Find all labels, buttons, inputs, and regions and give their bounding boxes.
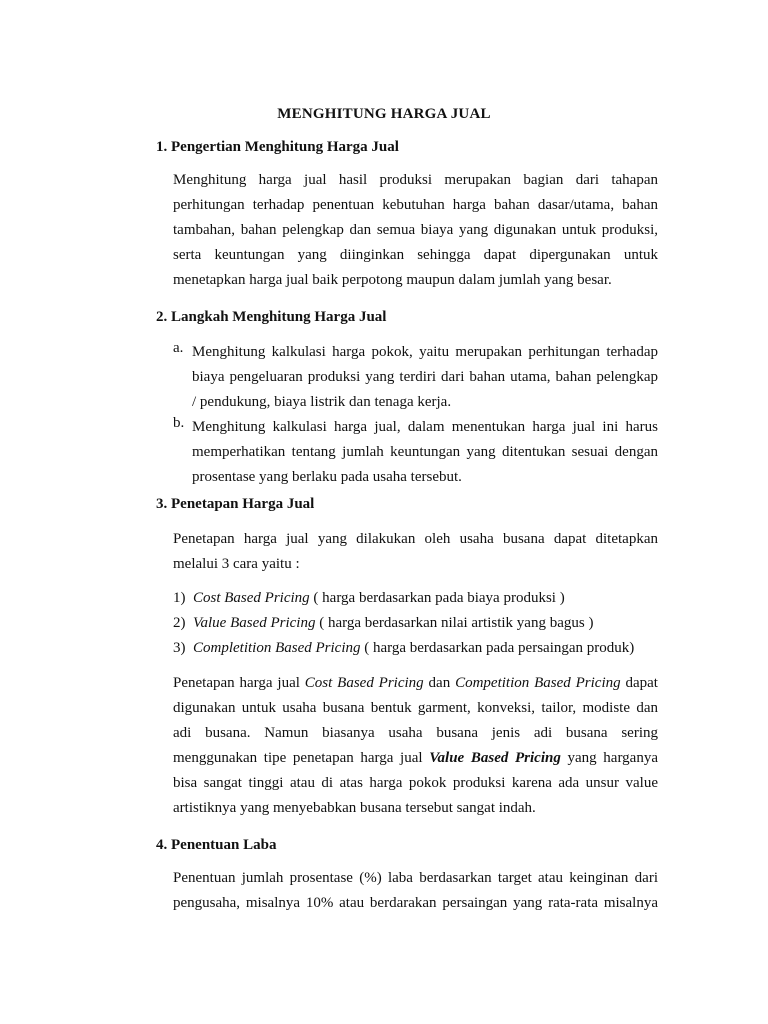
section-heading-2: 2. Langkah Menghitung Harga Jual: [156, 309, 387, 325]
section-heading-1: 1. Pengertian Menghitung Harga Jual: [156, 139, 399, 155]
list-line: memperhatikan tentang jumlah keuntungan yang ditentukan sesuai dengan: [192, 444, 658, 460]
paragraph-line: Penetapan harga jual yang dilakukan oleh usaha busana dapat ditetapkan: [173, 531, 658, 547]
method-item-1: [173, 586, 565, 611]
section-4-paragraph: [173, 866, 658, 916]
method-term: Completition Based Pricing: [193, 640, 361, 656]
paragraph-line: [173, 671, 658, 696]
section-heading-4: 4. Penentuan Laba: [156, 837, 277, 853]
text-run: dapat: [620, 675, 658, 691]
method-term: Value Based Pricing: [193, 615, 316, 631]
method-description: ( harga berdasarkan nilai artistik yang bagus ): [315, 615, 594, 631]
method-term: Cost Based Pricing: [193, 590, 310, 606]
paragraph-line: Menghitung harga jual hasil produksi merupakan bagian dari tahapan: [173, 172, 658, 188]
text-run: dan: [423, 675, 456, 691]
list-line: / pendukung, biaya listrik dan tenaga kerja.: [192, 394, 452, 410]
list-marker: b.: [173, 415, 185, 431]
text-run: Penetapan harga jual: [173, 675, 305, 691]
paragraph-line: perhitungan terhadap penentuan kebutuhan harga bahan dasar/utama, bahan: [173, 197, 658, 213]
section-heading-3: 3. Penetapan Harga Jual: [156, 496, 315, 512]
text-run: Cost Based Pricing: [304, 675, 424, 691]
list-marker: 3): [173, 640, 186, 656]
list-marker: 2): [173, 615, 186, 631]
list-line: Menghitung kalkulasi harga jual, dalam menentukan harga jual ini harus: [192, 419, 658, 435]
page-title: MENGHITUNG HARGA JUAL: [277, 106, 491, 122]
list-item-body: [192, 415, 658, 490]
method-description: ( harga berdasarkan pada biaya produksi ): [309, 590, 565, 606]
list-line: prosentase yang berlaku pada usaha tersebut.: [192, 469, 462, 485]
text-run: menggunakan tipe penetapan harga jual: [173, 750, 430, 766]
list-line: Menghitung kalkulasi harga pokok, yaitu merupakan perhitungan terhadap: [192, 344, 658, 360]
list-line: biaya pengeluaran produksi yang terdiri dari bahan utama, bahan pelengkap: [192, 369, 658, 385]
paragraph-line: artistiknya yang menyebabkan busana tersebut sangat indah.: [173, 800, 536, 816]
list-marker: a.: [173, 340, 184, 356]
method-item-2: [173, 611, 593, 636]
method-description: ( harga berdasarkan pada persaingan produk): [360, 640, 635, 656]
paragraph-line: Penentuan jumlah prosentase (%) laba berdasarkan target atau keinginan dari: [173, 870, 658, 886]
text-run: yang harganya: [560, 750, 658, 766]
paragraph-line: melalui 3 cara yaitu :: [173, 556, 300, 572]
section-3-intro: [173, 527, 658, 577]
text-run: Competition Based Pricing: [455, 675, 621, 691]
list-item-body: [192, 340, 658, 415]
paragraph-line: pengusaha, misalnya 10% atau berdarakan persaingan yang rata-rata misalnya: [173, 895, 658, 911]
text-run: Value Based Pricing: [429, 750, 561, 766]
list-marker: 1): [173, 590, 186, 606]
paragraph-line: [173, 746, 658, 771]
paragraph-line: menetapkan harga jual baik perpotong maupun dalam jumlah yang besar.: [173, 272, 612, 288]
paragraph-line: bisa sangat tinggi atau di atas harga pokok produksi karena ada unsur value: [173, 775, 658, 791]
paragraph-line: digunakan untuk usaha busana bentuk garment, konveksi, tailor, modiste dan: [173, 700, 658, 716]
section-3-closing: [173, 671, 658, 821]
paragraph-line: tambahan, bahan pelengkap dan semua biaya yang digunakan untuk produksi,: [173, 222, 658, 238]
section-1-paragraph: [173, 168, 658, 293]
paragraph-line: serta keuntungan yang diinginkan sehingga dapat dipergunakan untuk: [173, 247, 658, 263]
paragraph-line: adi busana. Namun biasanya usaha busana jenis adi busana sering: [173, 725, 658, 741]
method-item-3: [173, 636, 634, 661]
